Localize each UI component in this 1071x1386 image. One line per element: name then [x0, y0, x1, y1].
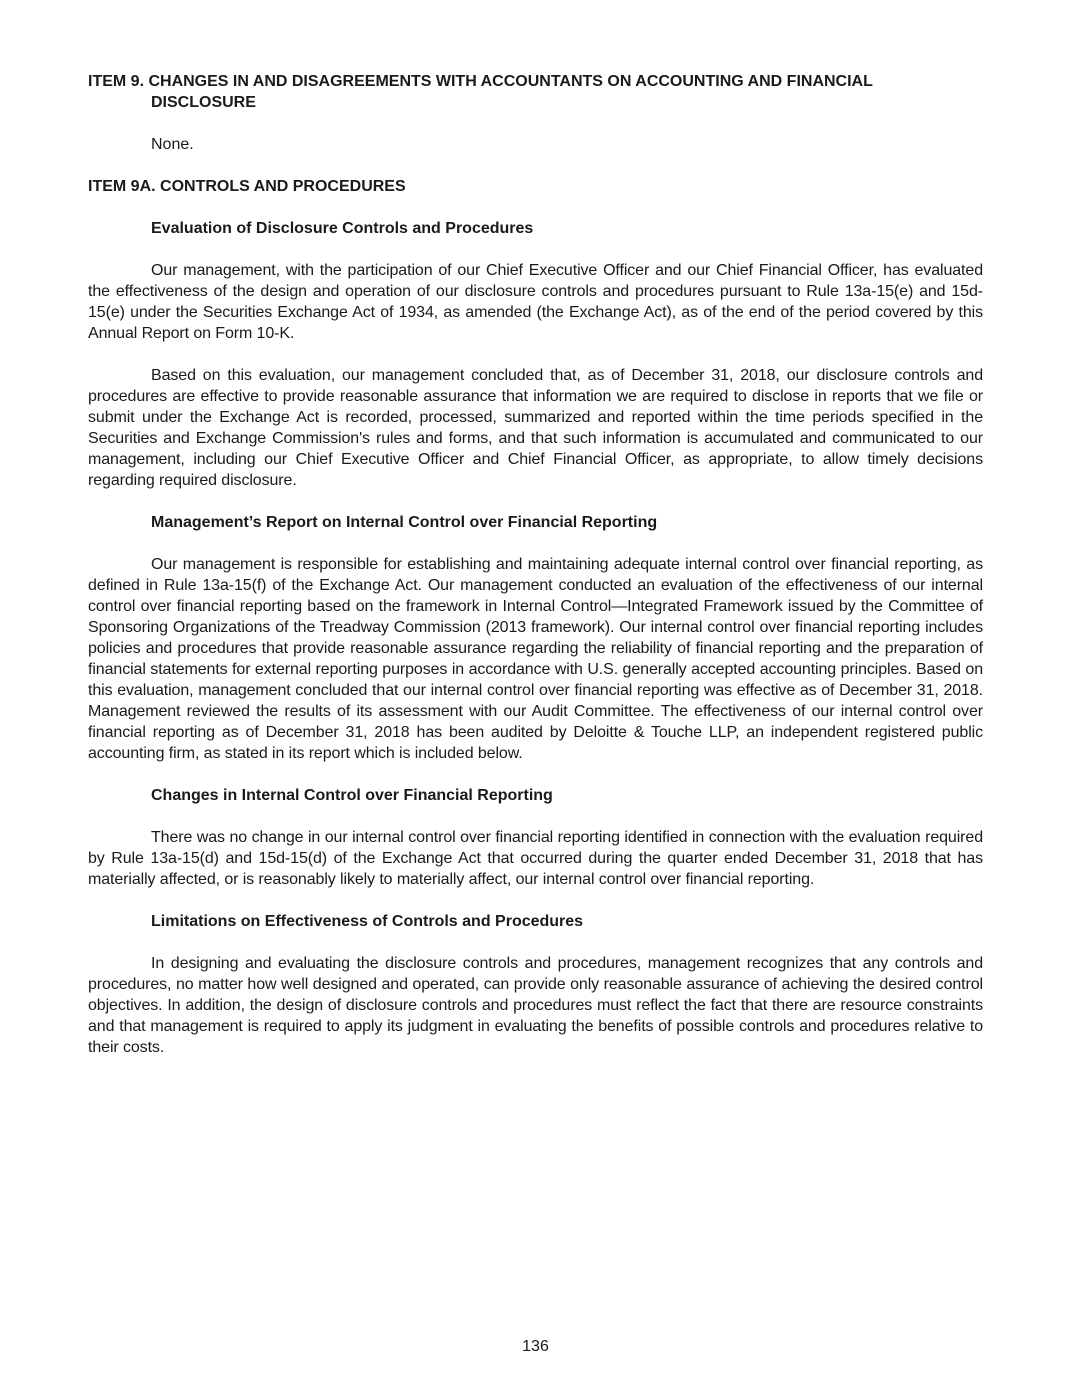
item-9a-heading: ITEM 9A. CONTROLS AND PROCEDURES — [88, 178, 406, 195]
evaluation-paragraph-2: Based on this evaluation, our management concluded that, as of December 31, 2018, our disclosure controls and procedures are effective to provide reasonable assurance that information we are required to disclose in reports that we file or submit under the Exchange Act is recorded, processed, summarized and reported within the time periods specified in the Securities and Exchange Commission's rules and forms, and that such information is accumulated and communicated to our management, including our Chief Executive Officer and Chief Financial Officer, as appropriate, to allow timely decisions regarding required disclosure. — [88, 367, 983, 489]
limitations-paragraph: In designing and evaluating the disclosure controls and procedures, management recognizes that any controls and procedures, no matter how well designed and operated, can provide only reasonable assurance of achieving the desired control objectives. In addition, the design of disclosure controls and procedures must reflect the fact that there are resource constraints and that management is required to apply its judgment in evaluating the benefits of possible controls and procedures relative to their costs. — [88, 955, 983, 1056]
section-heading-evaluation: Evaluation of Disclosure Controls and Procedures — [151, 220, 534, 237]
section-heading-management-report: Management’s Report on Internal Control over Financial Reporting — [151, 514, 658, 531]
section-heading-changes: Changes in Internal Control over Financial Reporting — [151, 787, 553, 804]
item-9-heading-line-1: ITEM 9. CHANGES IN AND DISAGREEMENTS WITH ACCOUNTANTS ON ACCOUNTING AND FINANCIAL — [88, 73, 873, 90]
item-9-heading — [88, 71, 983, 113]
document-page — [88, 71, 983, 1058]
page-number: 136 — [522, 1338, 549, 1355]
item-9-heading-line-2: DISCLOSURE — [151, 94, 256, 111]
item-9-body: None. — [151, 136, 194, 153]
management-report-paragraph: Our management is responsible for establishing and maintaining adequate internal control over financial reporting, as defined in Rule 13a-15(f) of the Exchange Act. Our management conducted an evaluation of the effectiveness of our internal control over financial reporting based on the framework in Internal Control—Integrated Framework issued by the Committee of Sponsoring Organizations of the Treadway Commission (2013 framework). Our internal control over financial reporting includes policies and procedures that provide reasonable assurance regarding the reliability of financial reporting and the preparation of financial statements for external reporting purposes in accordance with U.S. generally accepted accounting principles. Based on this evaluation, management concluded that our internal control over financial reporting was effective as of December 31, 2018. Management reviewed the results of its assessment with our Audit Committee. The effectiveness of our internal control over financial reporting as of December 31, 2018 has been audited by Deloitte & Touche LLP, an independent registered public accounting firm, as stated in its report which is included below. — [88, 556, 983, 762]
section-heading-limitations: Limitations on Effectiveness of Controls and Procedures — [151, 913, 584, 930]
evaluation-paragraph-1: Our management, with the participation of our Chief Executive Officer and our Chief Financial Officer, has evaluated the effectiveness of the design and operation of our disclosure controls and procedures pursuant to Rule 13a-15(e) and 15d-15(e) under the Securities Exchange Act of 1934, as amended (the Exchange Act), as of the end of the period covered by this Annual Report on Form 10-K. — [88, 262, 983, 342]
changes-paragraph: There was no change in our internal control over financial reporting identified in connection with the evaluation required by Rule 13a-15(d) and 15d-15(d) of the Exchange Act that occurred during the quarter ended December 31, 2018 that has materially affected, or is reasonably likely to materially affect, our internal control over financial reporting. — [88, 829, 983, 888]
